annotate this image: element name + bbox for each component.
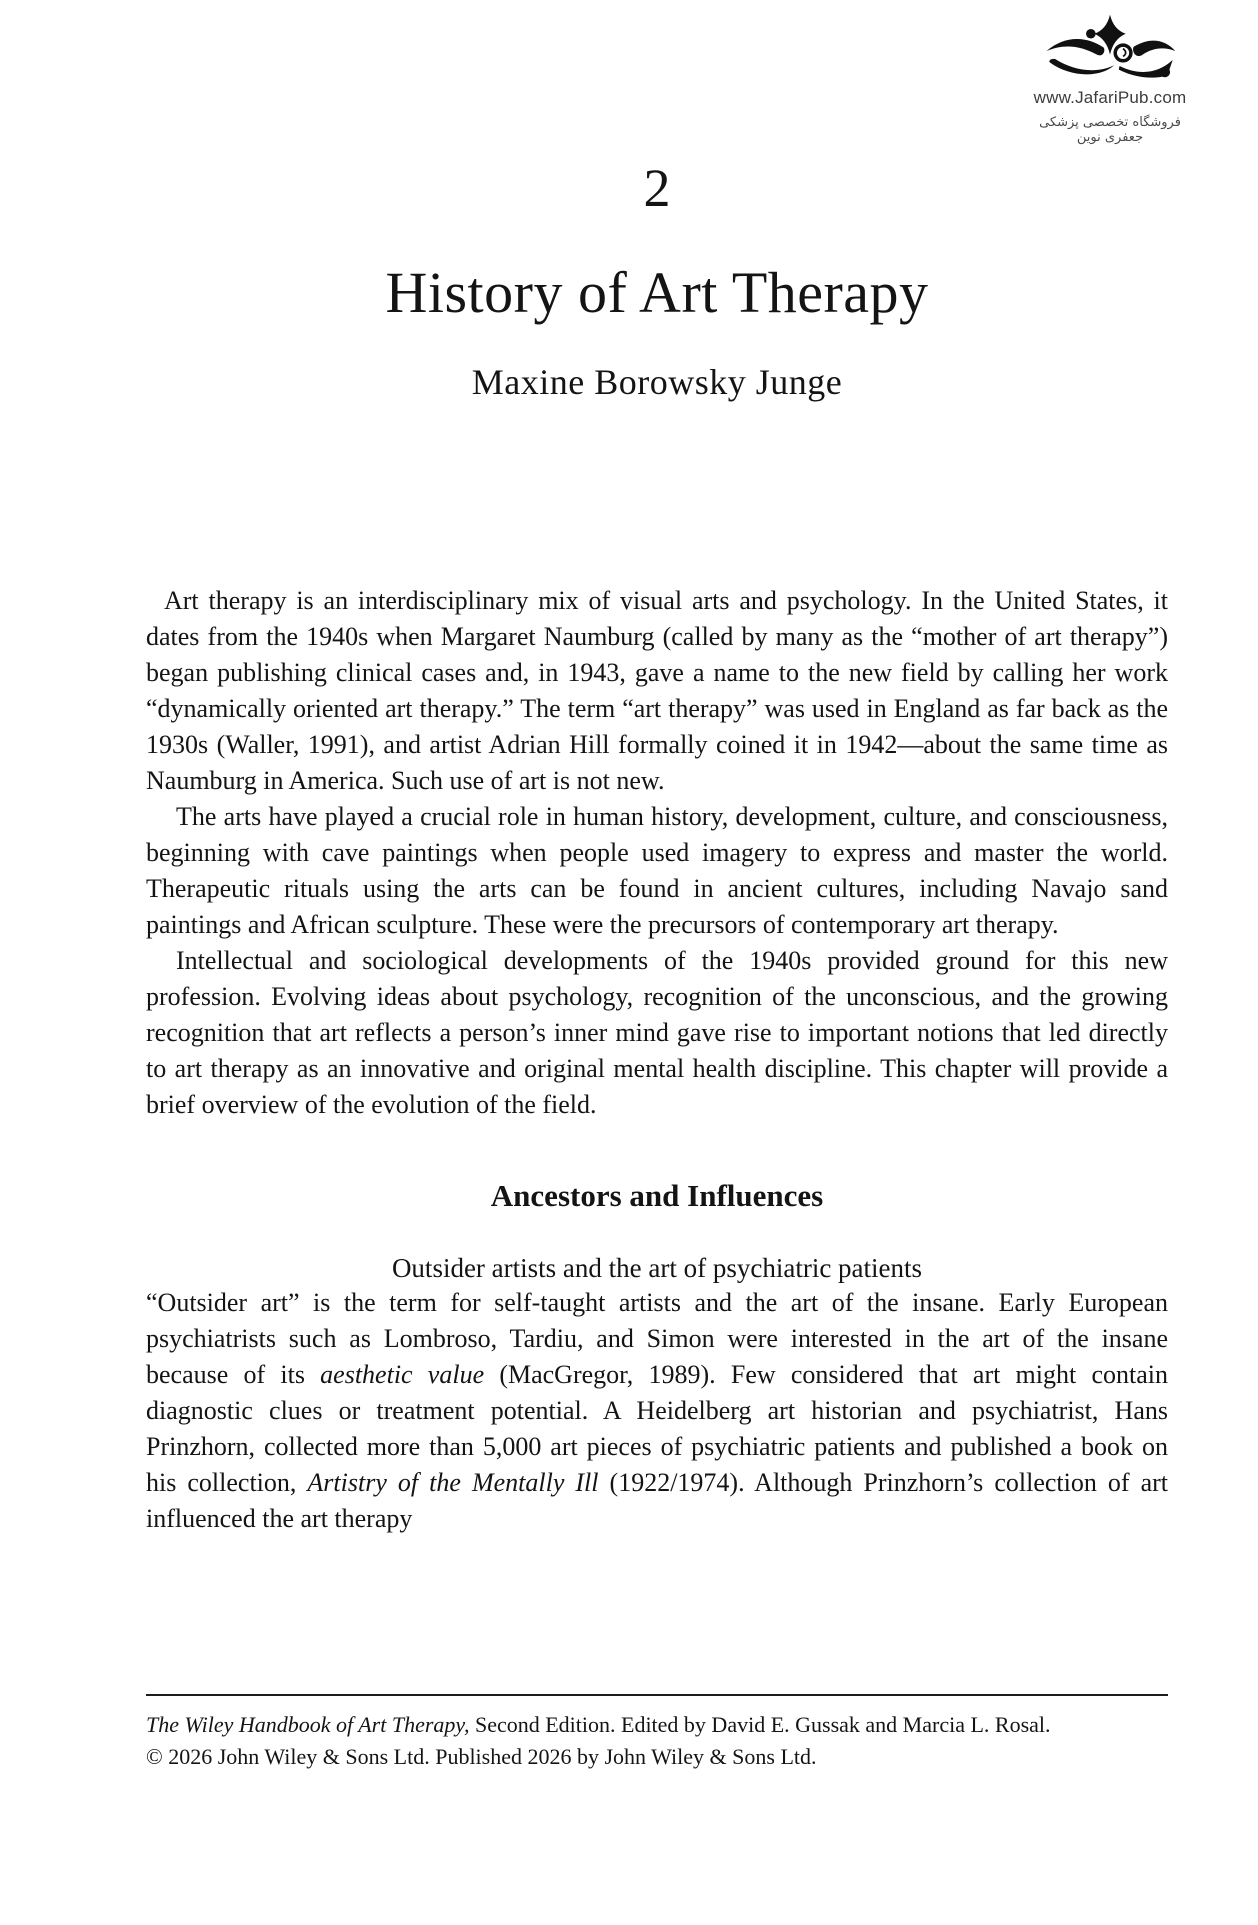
chapter-title: History of Art Therapy xyxy=(385,260,929,325)
footer-citation xyxy=(146,1709,1168,1741)
publisher-tagline-persian: فروشگاه تخصصی پزشکی جعفری نوین xyxy=(1039,115,1181,145)
chapter-author: Maxine Borowsky Junge xyxy=(471,362,843,402)
paragraph-4 xyxy=(146,1285,1168,1537)
italic-book-title: Artistry of the Mentally Ill xyxy=(307,1468,599,1497)
paragraph-1: Art therapy is an interdisciplinary mix of visual arts and psychology. In the United States, it dates from the 1940s when Margaret Naumburg (called by many as the “mother of art therapy”) began publishing clinical cases and, in 1943, gave a name to the new field by calling her work “dynamically oriented art therapy.” The term “art therapy” was used in England as far back as the 1930s (Waller, 1991), and artist Adrian Hill formally coined it in 1942—about the same time as Naumburg in America. Such use of art is not new. xyxy=(146,586,1168,795)
paragraph-3: Intellectual and sociological developments of the 1940s provided ground for this new profession. Evolving ideas about psychology, recognition of the unconscious, and the growing recognition that art reflects a person’s inner mind gave rise to important notions that led directly to art therapy as an innovative and original mental health discipline. This chapter will provide a brief overview of the evolution of the field. xyxy=(146,946,1168,1119)
section-heading: Ancestors and Influences xyxy=(490,1178,824,1213)
footer-citation-rest: Second Edition. Edited by David E. Gussak and Marcia L. Rosal. xyxy=(469,1712,1051,1737)
paragraph-4-segment: (MacGregor, 1989). Few considered that art might contain diagnostic clues or treatment potential. A Heidelberg art historian and psychiatrist, Hans Prinzhorn, collected more than 5,000 art pieces of psychiatric patients and published a book on his collection, xyxy=(146,1360,1168,1497)
publisher-logo-icon xyxy=(1035,12,1185,86)
paragraph-2: The arts have played a crucial role in human history, development, culture, and consciousness, beginning with cave paintings when people used imagery to express and master the world. Therapeutic rituals using the arts can be found in ancient cultures, including Navajo sand paintings and African sculpture. These were the precursors of contemporary art therapy. xyxy=(146,802,1168,939)
paragraph-4-segment: (1922/1974). Although Prinzhorn’s collection of art influenced the art therapy xyxy=(146,1468,1168,1533)
paragraph-4-segment: “Outsider art” is the term for self-taught artists and the art of the insane. Early European psychiatrists such as Lombroso, Tardiu, and Simon were interested in the art of the insane because of its xyxy=(146,1288,1168,1389)
footer-book-title: The Wiley Handbook of Art Therapy, xyxy=(146,1712,470,1737)
subsection-heading: Outsider artists and the art of psychiatric patients xyxy=(391,1253,923,1283)
italic-term-aesthetic-value: aesthetic value xyxy=(320,1360,485,1389)
publisher-logo-block xyxy=(1018,12,1202,145)
page-footer xyxy=(146,1694,1168,1773)
chapter-number: 2 xyxy=(643,158,671,218)
body-text xyxy=(146,583,1168,1537)
publisher-url: www.JafariPub.com xyxy=(1033,88,1187,107)
footer-copyright: © 2026 John Wiley & Sons Ltd. Published 2026 by John Wiley & Sons Ltd. xyxy=(146,1744,817,1769)
